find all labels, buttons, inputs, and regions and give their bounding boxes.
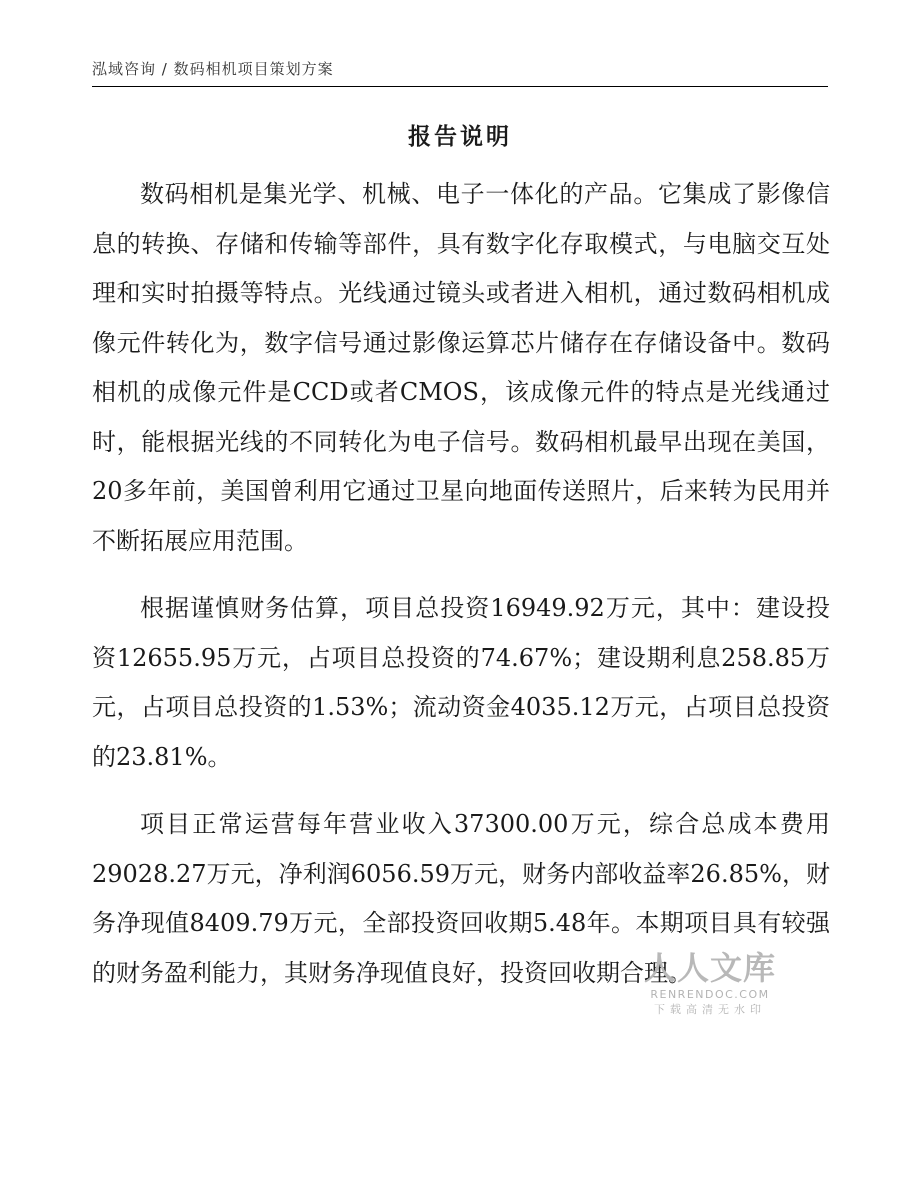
watermark-logo <box>640 948 780 1018</box>
header-breadcrumb: 泓域咨询 / 数码相机项目策划方案 <box>92 60 334 78</box>
paragraph-revenue: 项目正常运营每年营业收入37300.00万元，综合总成本费用29028.27万元，净利润6056.59万元，财务内部收益率26.85%，财务净现值8409.79万元，全部投资回收期5.48年。本期项目具有较强的财务盈利能力，其财务净现值良好，投资回收期合理。 <box>92 810 830 987</box>
document-body <box>92 170 830 1016</box>
paragraph-investment: 根据谨慎财务估算，项目总投资16949.92万元，其中：建设投资12655.95万元，占项目总投资的74.67%；建设期利息258.85万元，占项目总投资的1.53%；流动资金4035.12万元，占项目总投资的23.81%。 <box>92 594 830 771</box>
watermark-main-text: 人人文库 <box>643 949 776 987</box>
page-title: 报告说明 <box>408 124 512 150</box>
paragraph-intro: 数码相机是集光学、机械、电子一体化的产品。它集成了影像信息的转换、存储和传输等部件，具有数字化存取模式，与电脑交互处理和实时拍摄等特点。光线通过镜头或者进入相机，通过数码相机成像元件转化为，数字信号通过影像运算芯片储存在存储设备中。数码相机的成像元件是CCD或者CMOS，该成像元件的特点是光线通过时，能根据光线的不同转化为电子信号。数码相机最早出现在美国，20多年前，美国曾利用它通过卫星向地面传送照片，后来转为民用并不断拓展应用范围。 <box>92 180 830 555</box>
header-divider <box>92 86 828 87</box>
watermark-subtitle: 下载高清无水印 <box>654 1003 766 1016</box>
watermark-url: RENRENDOC.COM <box>650 988 770 1001</box>
